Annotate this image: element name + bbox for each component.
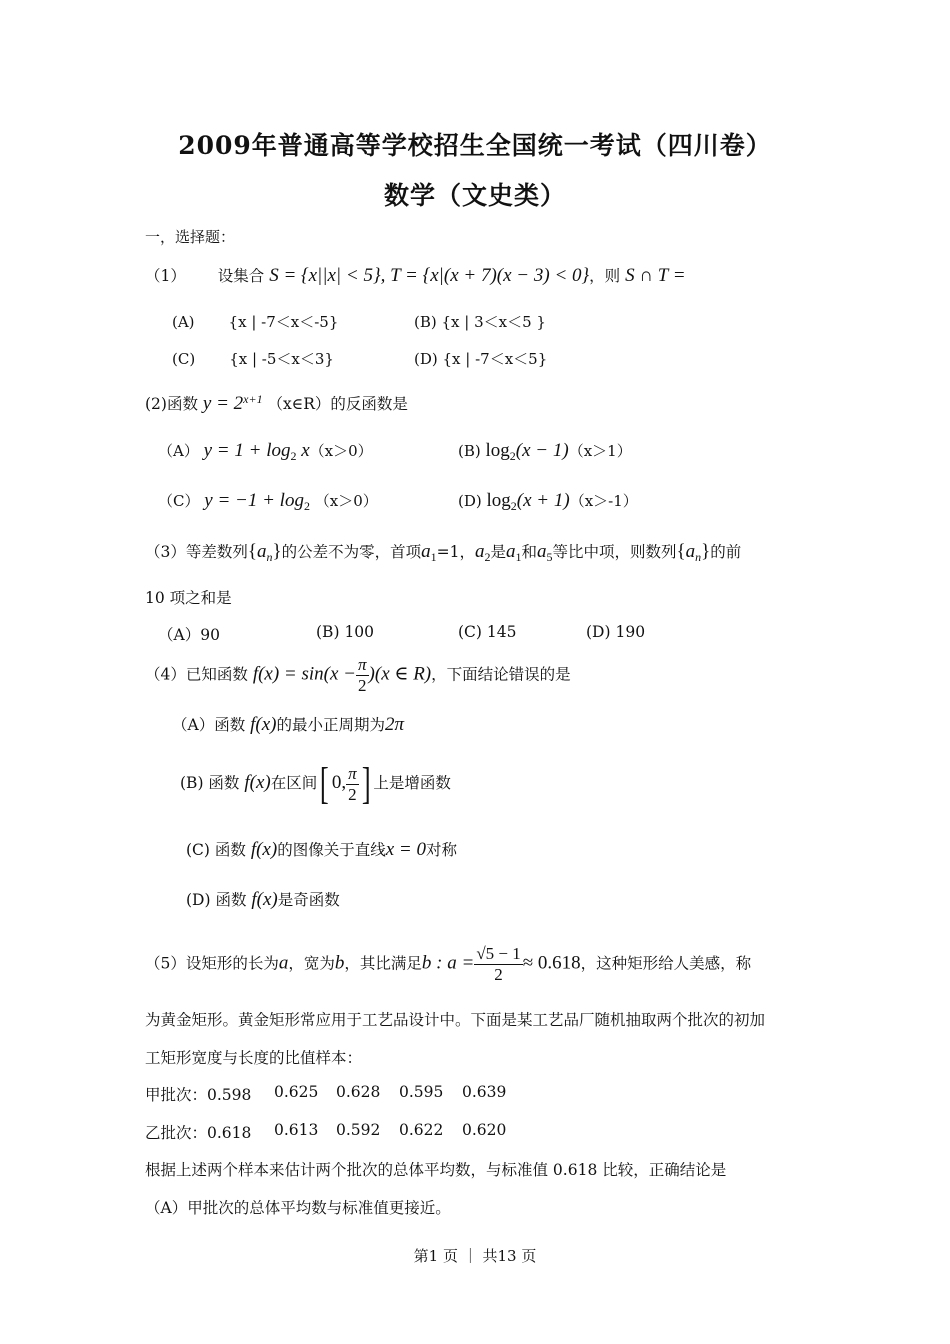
question-3 (145, 540, 741, 565)
q2-exponent: x+1 (243, 392, 263, 406)
q4-option-c (186, 838, 457, 861)
q1-number: （1） (145, 267, 186, 285)
batch-value: 0.622 (399, 1121, 444, 1139)
q2-option-c (158, 490, 378, 514)
option-sub: 2 (509, 449, 516, 463)
q3-brace-close: } (272, 541, 282, 562)
q5-frac-den: 2 (494, 965, 503, 984)
batch-value: 0.625 (274, 1083, 319, 1101)
option-tail: 对称 (425, 841, 457, 859)
q4-prefix: （4）已知函数 (145, 665, 248, 684)
q4-suffix: ，下面结论错误的是 (431, 665, 571, 684)
option-cond: （x＞1） (568, 442, 632, 460)
q3-text-b: 的公差不为零，首项 (281, 543, 422, 561)
option-value: 2π (385, 714, 405, 735)
q3-text-d: 的前 (710, 543, 742, 561)
option-func: f(x) (251, 889, 278, 910)
option-text: 190 (615, 623, 646, 641)
batch-value: 0.620 (462, 1121, 507, 1139)
q1-option-a (172, 311, 338, 332)
option-label: (B) (458, 442, 481, 460)
q3-a2-sub: 2 (484, 550, 491, 565)
batch-b-label: 乙批次： (145, 1124, 208, 1142)
q3-option-d (586, 623, 645, 641)
option-fraction (346, 764, 359, 805)
batch-a-label: 甲批次： (145, 1086, 208, 1104)
q1-option-d (414, 348, 547, 369)
q3-brace-open: { (247, 541, 257, 562)
question-4 (145, 655, 571, 696)
q3-a1b-sub: 1 (515, 550, 522, 565)
q5-mid2: ，其比满足 (344, 954, 422, 973)
option-label: (C) (458, 623, 482, 641)
option-sub: 2 (290, 449, 297, 463)
q3-a5-sub: 5 (546, 550, 553, 565)
q3-seq-sub-2: n (695, 550, 702, 565)
option-func: f(x) (250, 714, 277, 735)
q3-seq-sub: n (266, 550, 273, 565)
q3-seq: a (257, 541, 267, 562)
q1-stem-suffix: ，则 (589, 267, 621, 285)
q1-option-b (414, 311, 546, 332)
option-text: 的最小正周期为 (276, 716, 386, 734)
q2-func: y = 2 (202, 393, 244, 415)
option-label: (B) (414, 313, 437, 331)
option-tail: x (296, 440, 310, 461)
option-interval-start: 0, (331, 772, 347, 793)
q3-a2: a (475, 541, 485, 562)
option-func: f(x) (244, 772, 271, 793)
option-expr: x = 0 (385, 839, 426, 860)
q1-set-t: , T = {x|(x + 7)(x − 3) < 0} (380, 265, 590, 286)
q5-line4: 根据上述两个样本来估计两个批次的总体平均数，与标准值 0.618 比较，正确结论是 (145, 1161, 727, 1179)
option-text: {x | -7＜x＜-5} (228, 313, 339, 331)
q5-suffix: ，这种矩形给人美感，称 (580, 954, 752, 973)
q4-tail: )(x ∈ R) (368, 663, 432, 685)
q3-a1-val: =1， (436, 543, 475, 561)
q3-option-a (158, 623, 220, 645)
option-sub: 2 (303, 499, 310, 513)
option-text: {x | -7＜x＜5} (442, 350, 548, 368)
batch-value: 0.639 (462, 1083, 507, 1101)
option-label: (D) (458, 492, 482, 510)
q2-option-b (458, 440, 632, 464)
q4-func: f(x) = sin(x − (252, 663, 357, 685)
q5-mid1: ，宽为 (288, 954, 335, 973)
q3-brace-open-2: { (676, 541, 686, 562)
option-func: f(x) (250, 839, 278, 860)
batch-value: 0.598 (207, 1086, 252, 1104)
option-cond: （x＞-1） (569, 492, 638, 510)
q3-text-a: （3）等差数列 (145, 543, 248, 561)
q5-frac-num: √5 − 1 (476, 944, 521, 963)
q3-a1-sub: 1 (430, 550, 437, 565)
section-heading: 一，选择题： (145, 228, 236, 246)
option-label: （A） (158, 626, 201, 644)
option-expr: log (485, 440, 510, 461)
page-title: 2009年普通高等学校招生全国统一考试（四川卷） (178, 131, 772, 160)
q5-option-a: （A）甲批次的总体平均数与标准值更接近。 (145, 1199, 451, 1217)
q3-line2: 10 项之和是 (145, 589, 232, 607)
option-expr: y = 1 + log (203, 440, 291, 461)
option-text: {x | -5＜x＜3} (229, 350, 334, 368)
question-5 (145, 944, 751, 985)
option-label: （A） (158, 442, 199, 460)
q3-option-c (458, 623, 517, 641)
q5-ratio: b : a = (421, 952, 475, 974)
q5-fraction (474, 944, 522, 985)
q2-option-a (158, 440, 373, 464)
option-tail: 上是增函数 (373, 774, 451, 792)
q4-option-a (172, 713, 404, 736)
option-label: (B) 函数 (180, 774, 240, 792)
page-subtitle: 数学（文史类） (383, 181, 566, 210)
q3-seq-2: a (685, 541, 696, 562)
bracket-open: [ (320, 759, 329, 808)
batch-value: 0.613 (274, 1121, 319, 1139)
option-text: 在区间 (270, 774, 318, 792)
option-tail: (x + 1) (516, 490, 570, 511)
option-label: （C） (158, 492, 200, 510)
option-sub: 2 (510, 499, 517, 513)
q4-option-d (186, 888, 340, 911)
option-label: (C) (172, 350, 196, 368)
q5-line3: 工矩形宽度与长度的比值样本： (145, 1049, 363, 1067)
bracket-close: ] (361, 759, 371, 808)
option-cond: （x＞0） (309, 442, 373, 460)
q3-a1b: a (506, 541, 516, 562)
q3-text-c: 等比中项，则数列 (552, 543, 677, 561)
option-text: 的图像关于直线 (277, 841, 386, 859)
q2-condition: （x∈R）的反函数是 (267, 395, 408, 414)
q1-stem-prefix: 设集合 (217, 267, 265, 285)
q3-mid1: 是 (490, 543, 507, 561)
option-text: 145 (486, 623, 517, 641)
page-footer: 第1 页 ｜ 共13 页 (413, 1247, 537, 1265)
question-1 (145, 264, 686, 287)
q5-b: b (334, 952, 345, 974)
option-label: (D) (414, 350, 438, 368)
q5-a: a (278, 952, 289, 974)
q1-expr: S ∩ T = (625, 265, 686, 286)
q4-option-b (180, 759, 451, 808)
option-label: (B) (316, 623, 340, 641)
option-cond: （x＞0） (314, 492, 378, 510)
q4-frac-num: π (358, 655, 367, 674)
batch-value: 0.595 (399, 1083, 444, 1101)
batch-value: 0.592 (336, 1121, 381, 1139)
option-text: 100 (344, 623, 375, 641)
question-2 (145, 392, 408, 415)
batch-value: 0.628 (336, 1083, 381, 1101)
batch-b-row (145, 1121, 251, 1143)
q3-mid2: 和 (521, 543, 538, 561)
q3-brace-close-2: } (701, 541, 711, 562)
option-text: 90 (200, 626, 220, 644)
q3-a5: a (537, 541, 547, 562)
q5-prefix: （5）设矩形的长为 (145, 954, 279, 973)
option-text: 是奇函数 (277, 891, 340, 909)
q4-fraction (356, 655, 369, 696)
option-tail: (x − 1) (515, 440, 569, 461)
option-label: (A) (172, 313, 195, 331)
q1-option-c (172, 348, 334, 369)
q3-option-b (316, 623, 374, 641)
q1-set-s: S = {x||x| < 5} (269, 265, 381, 286)
option-expr: log (486, 490, 511, 511)
option-label: (C) 函数 (186, 841, 246, 859)
q5-approx: ≈ 0.618 (522, 952, 581, 974)
q2-option-d (458, 490, 638, 514)
option-label: (D) (586, 623, 611, 641)
option-expr: y = −1 + log (204, 490, 304, 511)
option-label: （A）函数 (172, 716, 246, 734)
q2-number: (2)函数 (145, 395, 198, 414)
frac-num: π (348, 763, 357, 783)
batch-a-row (145, 1083, 251, 1105)
option-text: {x | 3＜x＜5 } (441, 313, 546, 331)
q3-a1: a (421, 541, 431, 562)
option-label: (D) 函数 (186, 891, 247, 909)
q5-line2: 为黄金矩形。黄金矩形常应用于工艺品设计中。下面是某工艺品厂随机抽取两个批次的初加 (145, 1011, 766, 1029)
batch-value: 0.618 (207, 1124, 252, 1142)
frac-den: 2 (348, 784, 357, 804)
q4-frac-den: 2 (358, 676, 367, 695)
